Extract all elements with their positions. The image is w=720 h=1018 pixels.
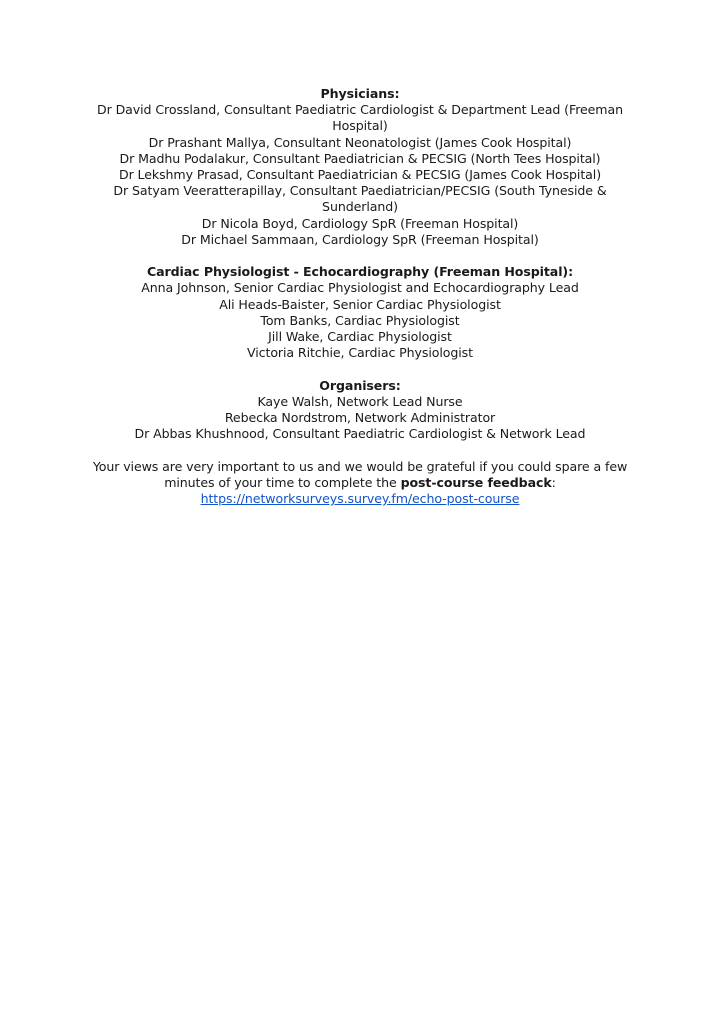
feedback-text-after: :: [551, 474, 556, 490]
physiologist-entry: Victoria Ritchie, Cardiac Physiologist: [247, 345, 473, 361]
physiologist-entry: Ali Heads-Baister, Senior Cardiac Physiologist: [219, 296, 501, 312]
feedback-survey-link[interactable]: https://networksurveys.survey.fm/echo-post-course: [200, 491, 520, 507]
document-page: [0, 86, 720, 507]
organisers-section: [0, 378, 720, 443]
feedback-section: [0, 459, 720, 508]
physician-entry: Dr Satyam Veeratterapillay, Consultant Paediatrician/PECSIG (South Tyneside & Sunderland): [113, 183, 607, 215]
physiologist-entry: Tom Banks, Cardiac Physiologist: [260, 312, 460, 328]
physician-entry: Dr Prashant Mallya, Consultant Neonatologist (James Cook Hospital): [148, 134, 572, 150]
organisers-heading: Organisers:: [319, 377, 401, 393]
physicians-heading: Physicians:: [320, 86, 400, 101]
physician-entry: Dr Lekshmy Prasad, Consultant Paediatrician & PECSIG (James Cook Hospital): [118, 167, 602, 183]
physicians-section: [0, 86, 720, 248]
feedback-bold-label: post-course feedback: [400, 474, 552, 490]
feedback-text-before: Your views are very important to us and we would be grateful if you could spare a few minutes of your time to complete the: [92, 458, 628, 490]
physiologists-section: [0, 264, 720, 361]
organiser-entry: Dr Abbas Khushnood, Consultant Paediatric Cardiologist & Network Lead: [134, 426, 586, 442]
organiser-entry: Rebecka Nordstrom, Network Administrator: [224, 410, 496, 426]
organiser-entry: Kaye Walsh, Network Lead Nurse: [257, 393, 463, 409]
physiologists-heading: Cardiac Physiologist - Echocardiography (Freeman Hospital):: [146, 264, 574, 280]
feedback-paragraph: [80, 459, 640, 491]
physiologist-entry: Anna Johnson, Senior Cardiac Physiologist and Echocardiography Lead: [141, 280, 579, 296]
physician-entry: Dr David Crossland, Consultant Paediatric Cardiologist & Department Lead (Freeman Hospital): [97, 102, 623, 134]
physician-entry: Dr Madhu Podalakur, Consultant Paediatrician & PECSIG (North Tees Hospital): [119, 150, 601, 166]
physician-entry: Dr Michael Sammaan, Cardiology SpR (Freeman Hospital): [181, 231, 539, 247]
physician-entry: Dr Nicola Boyd, Cardiology SpR (Freeman Hospital): [201, 215, 519, 231]
physiologist-entry: Jill Wake, Cardiac Physiologist: [268, 329, 452, 345]
